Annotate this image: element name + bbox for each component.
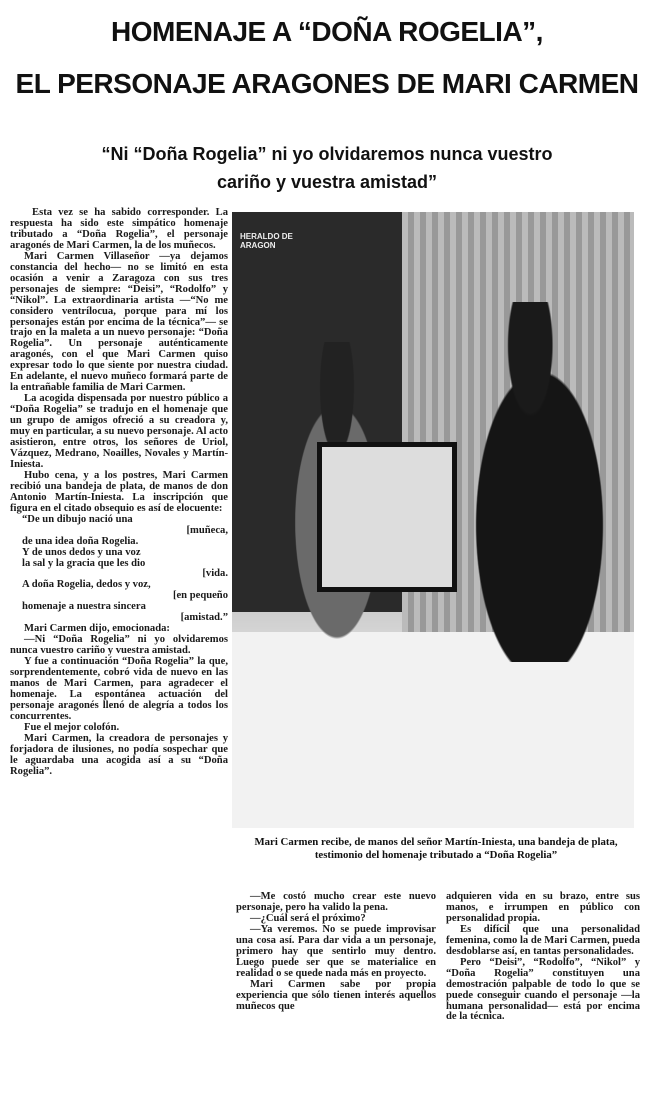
paragraph: Mari Carmen dijo, emocionada: bbox=[24, 623, 170, 635]
poem-line: la sal y la gracia que les dio bbox=[22, 557, 146, 569]
paragraph: —Ya veremos. No se puede improvisar una cosa así. Para dar vida a un personaje, primero hay que sentirlo muy dentro. Luego puede ser que se materialice en realidad o se quede nada más en proyecto. bbox=[236, 923, 436, 979]
paragraph: Fue el mejor colofón. bbox=[24, 721, 120, 733]
photo-caption: Mari Carmen recibe, de manos del señor Martín-Iniesta, una bandeja de plata, testimonio del homenaje tributado a “Doña Rogelia” bbox=[254, 836, 618, 861]
poem-line: homenaje a nuestra sincera bbox=[22, 601, 146, 613]
paragraph: adquieren vida en su brazo, entre sus manos, e irrumpen en público con personalidad propia. bbox=[446, 891, 640, 924]
photo-silver-tray bbox=[317, 442, 457, 592]
photo-man bbox=[447, 302, 632, 662]
paragraph: —Ni “Doña Rogelia” ni yo olvidaremos nunca vuestro cariño y vuestra amistad. bbox=[10, 634, 228, 657]
paragraph: Hubo cena, y a los postres, Mari Carmen recibió una bandeja de plata, de manos de don Antonio Martín-Iniesta. La inscripción que figura en el citado obsequio es así de elocuente: bbox=[10, 469, 228, 514]
paragraph: Mari Carmen Villaseñor —ya dejamos constancia del hecho— no se limitó en esta ocasión a venir a Zaragoza con sus tres personajes de siempre: “Deisi”, “Rodolfo” y “Nikol”. La extraordinaria artista —“No me considero ventrílocua, porque para mí los personajes están por encima de la técnica”— se trajo en la maleta a un nuevo personaje: “Doña Rogelia”. Un personaje auténticamente aragonés, con el que Mari Carmen quiso expresar todo lo que siente por nuestra ciudad. En adelante, el nuevo muñeco formará parte de la entrañable familia de Mari Carmen. bbox=[10, 250, 228, 394]
article-photo bbox=[232, 212, 634, 828]
paragraph: Esta vez se ha sabido corresponder. La respuesta ha sido este simpático homenaje tributado a “Doña Rogelia”, el personaje aragonés de Mari Carmen, la de los muñecos. bbox=[10, 207, 228, 251]
poem-line: [muñeca, bbox=[186, 524, 228, 536]
poem-line: Y de unos dedos y una voz bbox=[22, 546, 141, 558]
paragraph: Es difícil que una personalidad femenina, como la de Mari Carmen, pueda desdoblarse así, en tantas personalidades. bbox=[446, 923, 640, 957]
paragraph: Mari Carmen, la creadora de personajes y forjadora de ilusiones, no podía sospechar que le aguardaba una acogida así a su “Doña Rogelia”. bbox=[10, 732, 228, 777]
poem-line: “De un dibujo nació una bbox=[22, 513, 133, 525]
article-column-2 bbox=[236, 892, 436, 1012]
headline-line-2: EL PERSONAJE ARAGONES DE MARI CARMEN bbox=[15, 68, 639, 99]
photo-watermark: HERALDO DE ARAGON bbox=[240, 232, 293, 250]
paragraph: Mari Carmen sabe por propia experiencia que sólo tienen interés aquellos muñecos que bbox=[236, 978, 436, 1012]
subheadline bbox=[10, 140, 644, 196]
poem-line: de una idea doña Rogelia. bbox=[22, 535, 139, 547]
subheadline-line-1: “Ni “Doña Rogelia” ni yo olvidaremos nunca vuestro bbox=[101, 144, 553, 164]
headline-line-1: HOMENAJE A “DOÑA ROGELIA”, bbox=[111, 16, 543, 47]
inscription-poem bbox=[10, 515, 228, 625]
poem-line: A doña Rogelia, dedos y voz, bbox=[22, 579, 151, 591]
poem-line: [vida. bbox=[202, 568, 228, 580]
article-column-3 bbox=[446, 892, 640, 1023]
poem-line: [amistad.” bbox=[180, 612, 228, 624]
paragraph: —¿Cuál será el próximo? bbox=[250, 912, 366, 924]
paragraph: Pero “Deisi”, “Rodolfo”, “Nikol” y “Doña Rogelia” constituyen una demostración palpable de todo lo que se puede conseguir cuando el personaje —la humana personalidad— está por encima de la técnica. bbox=[446, 956, 640, 1023]
paragraph: —Me costó mucho crear este nuevo personaje, pero ha valido la pena. bbox=[236, 891, 436, 913]
paragraph: La acogida dispensada por nuestro público a “Doña Rogelia” se tradujo en el homenaje que un grupo de amigos ofreció a su creadora y, muy en particular, a su nuevo personaje. Al acto asistieron, entre otros, los señores de Uriol, Vázquez, Medrano, Noailles, Novales y Martín-Iniesta. bbox=[10, 393, 228, 470]
poem-line: [en pequeño bbox=[172, 590, 228, 602]
article-column-1 bbox=[10, 208, 228, 778]
paragraph: Y fue a continuación “Doña Rogelia” la que, sorprendentemente, cobró vida de nuevo en las manos de Mari Carmen, para agradecer el homenaje. La espontánea actuación del personaje aragonés llenó de alegría a todos los concurrentes. bbox=[10, 656, 228, 722]
subheadline-line-2: cariño y vuestra amistad” bbox=[216, 172, 438, 192]
